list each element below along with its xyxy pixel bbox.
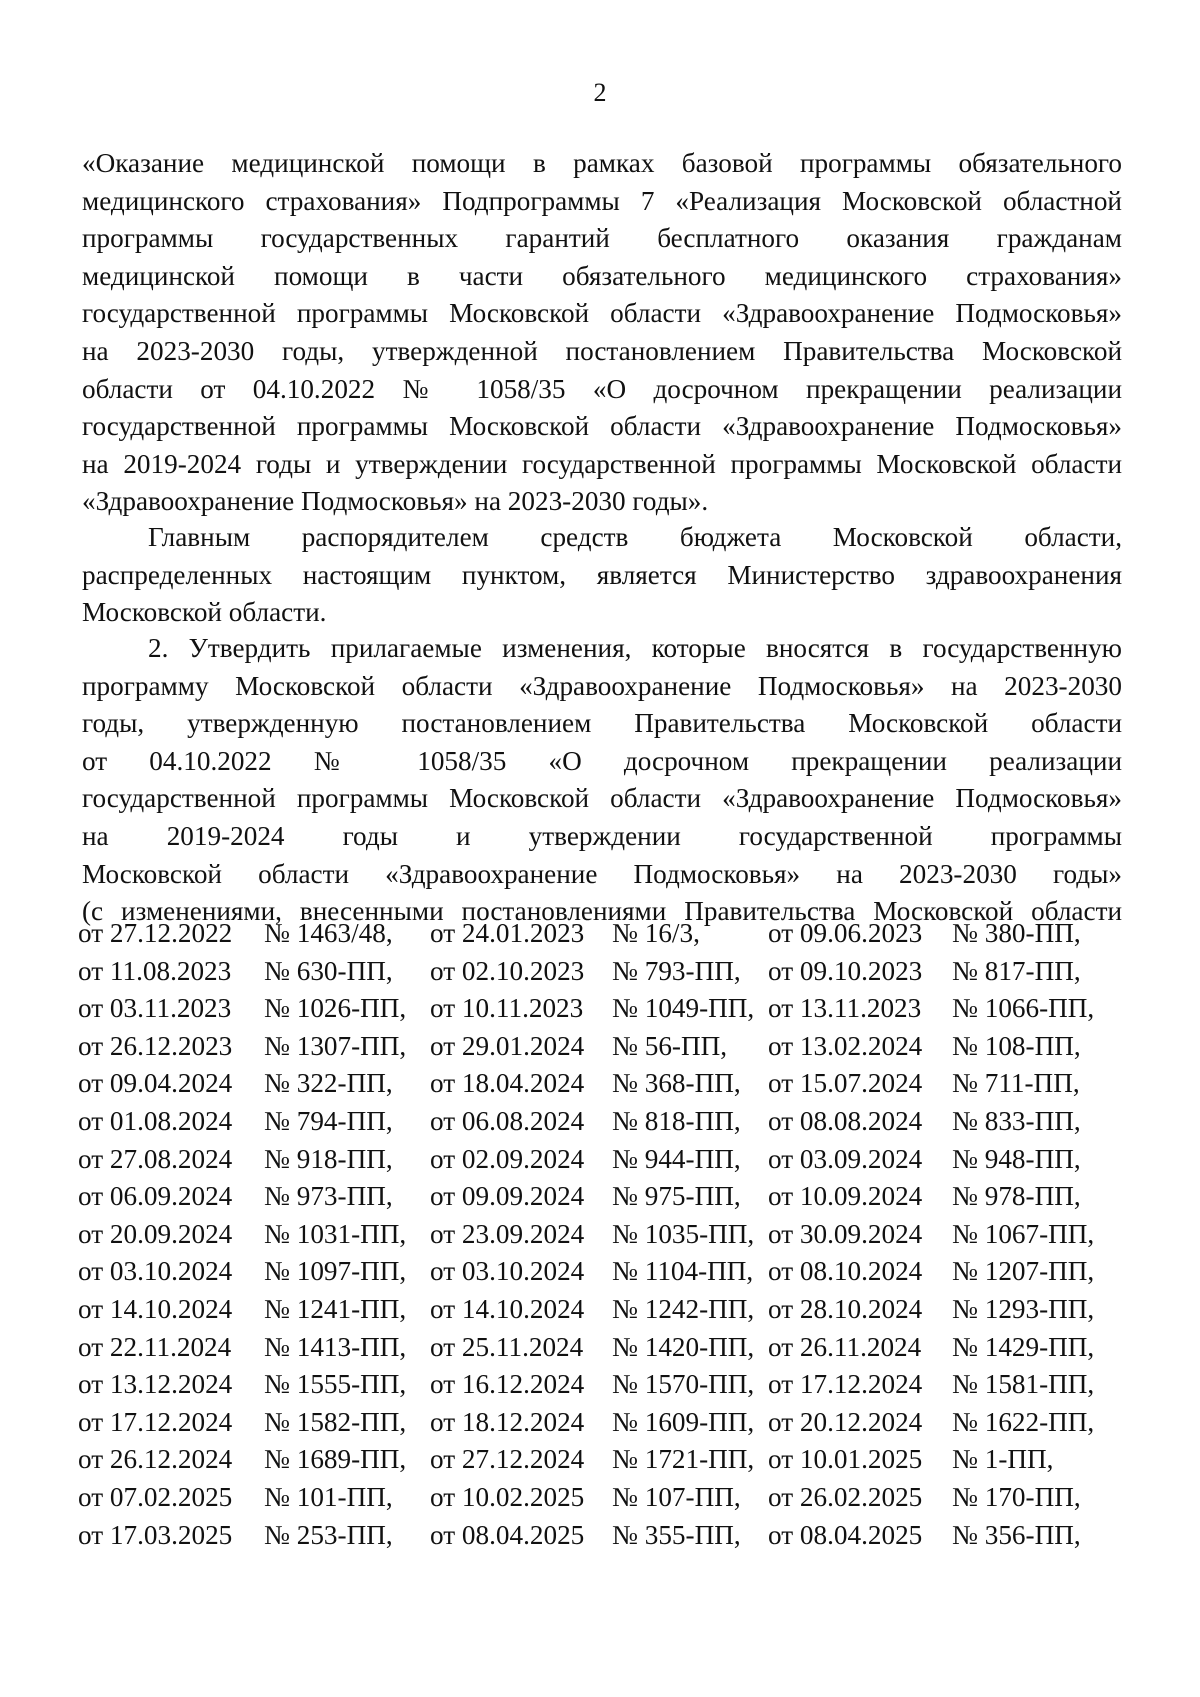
amendment-number: № 833-ПП, [952,1105,1081,1136]
text-line: государственной программы Московской области «Здравоохранение Подмосковья» [82,411,1122,442]
amendment-number: № 368-ПП, [612,1068,741,1099]
amendment-number: № 1293-ПП, [952,1293,1095,1324]
text-line: Главным распорядителем средств бюджета Московской области, [148,522,1122,552]
amendment-number: № 794-ПП, [264,1105,393,1136]
text-line: на 2023-2030 годы, утвержденной постановлением Правительства Московской [82,335,1122,366]
amendment-number: № 817-ПП, [952,955,1081,986]
amendment-number: № 101-ПП, [264,1481,393,1512]
amendment-date: от 15.07.2024 [768,1068,923,1099]
amendment-date: от 08.08.2024 [768,1105,923,1136]
amendment-number: № 793-ПП, [612,955,741,986]
amendment-number: № 1031-ПП, [264,1218,407,1249]
amendment-date: от 10.11.2023 [430,993,584,1024]
amendments-row [78,915,1124,953]
amendment-number: № 355-ПП, [612,1519,741,1550]
amendment-number: № 1420-ПП, [612,1331,755,1362]
amendments-row [78,1253,1124,1291]
amendment-date: от 03.11.2023 [78,993,232,1024]
amendment-date: от 26.12.2024 [78,1444,233,1475]
amendment-number: № 1463/48, [264,918,393,948]
amendment-date: от 27.12.2024 [430,1444,585,1475]
amendment-date: от 10.02.2025 [430,1481,585,1512]
amendment-date: от 02.10.2023 [430,955,585,986]
amendment-date: от 07.02.2025 [78,1481,233,1512]
amendment-number: № 1721-ПП, [612,1444,755,1475]
amendment-date: от 14.10.2024 [78,1293,233,1324]
amendment-date: от 08.04.2025 [768,1519,923,1550]
text-line: области от 04.10.2022 № 1058/35 «О досрочном прекращении реализации [82,373,1122,404]
amendment-number: № 1067-ПП, [952,1218,1095,1249]
amendment-number: № 1413-ПП, [264,1331,407,1362]
amendments-row [78,1404,1124,1442]
amendment-date: от 10.01.2025 [768,1444,923,1475]
amendment-date: от 01.08.2024 [78,1105,233,1136]
amendment-date: от 09.04.2024 [78,1068,233,1099]
amendment-number: № 1-ПП, [952,1444,1054,1475]
amendment-date: от 03.10.2024 [78,1256,233,1287]
amendment-date: от 16.12.2024 [430,1369,585,1400]
amendment-number: № 1049-ПП, [612,993,755,1024]
text-line: Московской области «Здравоохранение Подмосковья» на 2023-2030 годы» [82,858,1122,889]
amendment-date: от 28.10.2024 [768,1293,923,1324]
amendment-date: от 09.09.2024 [430,1181,585,1212]
text-line: на 2019-2024 годы и утверждении государственной программы [82,820,1122,851]
amendments-row [78,1103,1124,1141]
amendment-date: от 20.12.2024 [768,1406,923,1437]
amendment-date: от 22.11.2024 [78,1331,232,1362]
text-line: медицинского страхования» Подпрограммы 7 «Реализация Московской областной [82,185,1122,216]
amendments-row [78,990,1124,1028]
amendment-number: № 973-ПП, [264,1181,393,1212]
amendment-date: от 09.10.2023 [768,955,923,986]
paragraph-program-description [82,145,1122,521]
text-line: Московской области. [82,597,327,628]
amendment-date: от 20.09.2024 [78,1218,233,1249]
amendment-date: от 29.01.2024 [430,1030,585,1061]
amendment-date: от 06.08.2024 [430,1105,585,1136]
amendment-number: № 711-ПП, [952,1068,1080,1099]
text-line: программы государственных гарантий бесплатного оказания гражданам [82,223,1122,254]
amendments-row [78,1141,1124,1179]
amendments-row [78,1517,1124,1555]
amendment-date: от 13.02.2024 [768,1030,923,1061]
amendment-date: от 06.09.2024 [78,1181,233,1212]
amendments-row [78,1479,1124,1517]
amendment-number: № 1026-ПП, [264,993,407,1024]
amendments-row [78,1366,1124,1404]
amendment-number: № 356-ПП, [952,1519,1081,1550]
amendment-date: от 08.10.2024 [768,1256,923,1287]
amendment-number: № 630-ПП, [264,955,393,986]
page-number: 2 [593,78,607,107]
amendment-number: № 1104-ПП, [612,1256,754,1287]
amendment-number: № 948-ПП, [952,1143,1081,1174]
amendment-number: № 253-ПП, [264,1519,393,1550]
text-line: на 2019-2024 годы и утверждении государственной программы Московской области [82,448,1122,479]
amendment-number: № 16/3, [612,918,700,948]
amendment-number: № 1241-ПП, [264,1293,407,1324]
amendment-date: от 09.06.2023 [768,918,923,948]
amendment-number: № 1307-ПП, [264,1030,407,1061]
text-line: 2. Утвердить прилагаемые изменения, которые вносятся в государственную [148,633,1122,663]
amendment-date: от 26.02.2025 [768,1481,923,1512]
amendment-date: от 02.09.2024 [430,1143,585,1174]
amendments-row [78,1441,1124,1479]
amendment-number: № 1429-ПП, [952,1331,1095,1362]
amendment-number: № 975-ПП, [612,1181,741,1212]
text-line: (с изменениями, внесенными постановлениями Правительства Московской области [82,896,1122,927]
amendment-number: № 1622-ПП, [952,1406,1095,1437]
amendment-number: № 1570-ПП, [612,1369,755,1400]
amendment-number: № 1582-ПП, [264,1406,407,1437]
text-line: от 04.10.2022 № 1058/35 «О досрочном прекращении реализации [82,745,1122,776]
paragraph-budget-manager [82,519,1122,632]
amendment-number: № 818-ПП, [612,1105,741,1136]
amendment-date: от 18.12.2024 [430,1406,585,1437]
text-line: «Оказание медицинской помощи в рамках базовой программы обязательного [82,148,1122,178]
amendment-date: от 13.11.2023 [768,993,922,1024]
text-line: программу Московской области «Здравоохранение Подмосковья» на 2023-2030 [82,670,1122,701]
amendment-number: № 1242-ПП, [612,1293,755,1324]
amendment-date: от 17.12.2024 [78,1406,233,1437]
amendments-row [78,1028,1124,1066]
amendments-row [78,1291,1124,1329]
amendment-date: от 10.09.2024 [768,1181,923,1212]
amendment-number: № 918-ПП, [264,1143,393,1174]
amendment-date: от 08.04.2025 [430,1519,585,1550]
amendment-date: от 24.01.2023 [430,918,585,948]
amendment-date: от 25.11.2024 [430,1331,584,1362]
amendment-date: от 27.08.2024 [78,1143,233,1174]
amendment-number: № 1609-ПП, [612,1406,755,1437]
text-line: годы, утвержденную постановлением Правительства Московской области [82,708,1122,739]
amendment-date: от 13.12.2024 [78,1369,233,1400]
amendment-date: от 26.11.2024 [768,1331,922,1362]
amendment-number: № 1207-ПП, [952,1256,1095,1287]
amendment-number: № 1581-ПП, [952,1369,1095,1400]
amendment-number: № 107-ПП, [612,1481,741,1512]
text-line: «Здравоохранение Подмосковья» на 2023-2030 годы». [82,486,709,517]
text-line: медицинской помощи в части обязательного медицинского страхования» [82,260,1122,291]
amendment-number: № 978-ПП, [952,1181,1081,1212]
amendment-date: от 27.12.2022 [78,918,233,948]
amendment-date: от 18.04.2024 [430,1068,585,1099]
text-line: распределенных настоящим пунктом, является Министерство здравоохранения [82,559,1122,590]
amendment-number: № 108-ПП, [952,1030,1081,1061]
amendment-date: от 26.12.2023 [78,1030,233,1061]
text-line: государственной программы Московской области «Здравоохранение Подмосковья» [82,298,1122,329]
amendment-date: от 03.09.2024 [768,1143,923,1174]
amendment-number: № 1555-ПП, [264,1369,407,1400]
amendment-date: от 30.09.2024 [768,1218,923,1249]
amendment-number: № 1689-ПП, [264,1444,407,1475]
amendment-number: № 1066-ПП, [952,993,1095,1024]
amendment-date: от 17.03.2025 [78,1519,233,1550]
text-line: государственной программы Московской области «Здравоохранение Подмосковья» [82,783,1122,814]
amendments-list [78,915,1124,1554]
amendment-date: от 11.08.2023 [78,955,232,986]
paragraph-approve-changes [82,630,1122,931]
amendment-number: № 56-ПП, [612,1030,728,1061]
amendment-number: № 1097-ПП, [264,1256,407,1287]
amendment-number: № 380-ПП, [952,918,1081,948]
amendment-number: № 944-ПП, [612,1143,741,1174]
amendments-row [78,1178,1124,1216]
amendment-date: от 17.12.2024 [768,1369,923,1400]
amendments-row [78,1329,1124,1367]
amendments-row [78,1065,1124,1103]
amendment-date: от 23.09.2024 [430,1218,585,1249]
amendment-number: № 322-ПП, [264,1068,393,1099]
amendments-row [78,1216,1124,1254]
amendment-date: от 14.10.2024 [430,1293,585,1324]
amendment-date: от 03.10.2024 [430,1256,585,1287]
amendment-number: № 170-ПП, [952,1481,1081,1512]
amendments-row [78,953,1124,991]
amendment-number: № 1035-ПП, [612,1218,755,1249]
